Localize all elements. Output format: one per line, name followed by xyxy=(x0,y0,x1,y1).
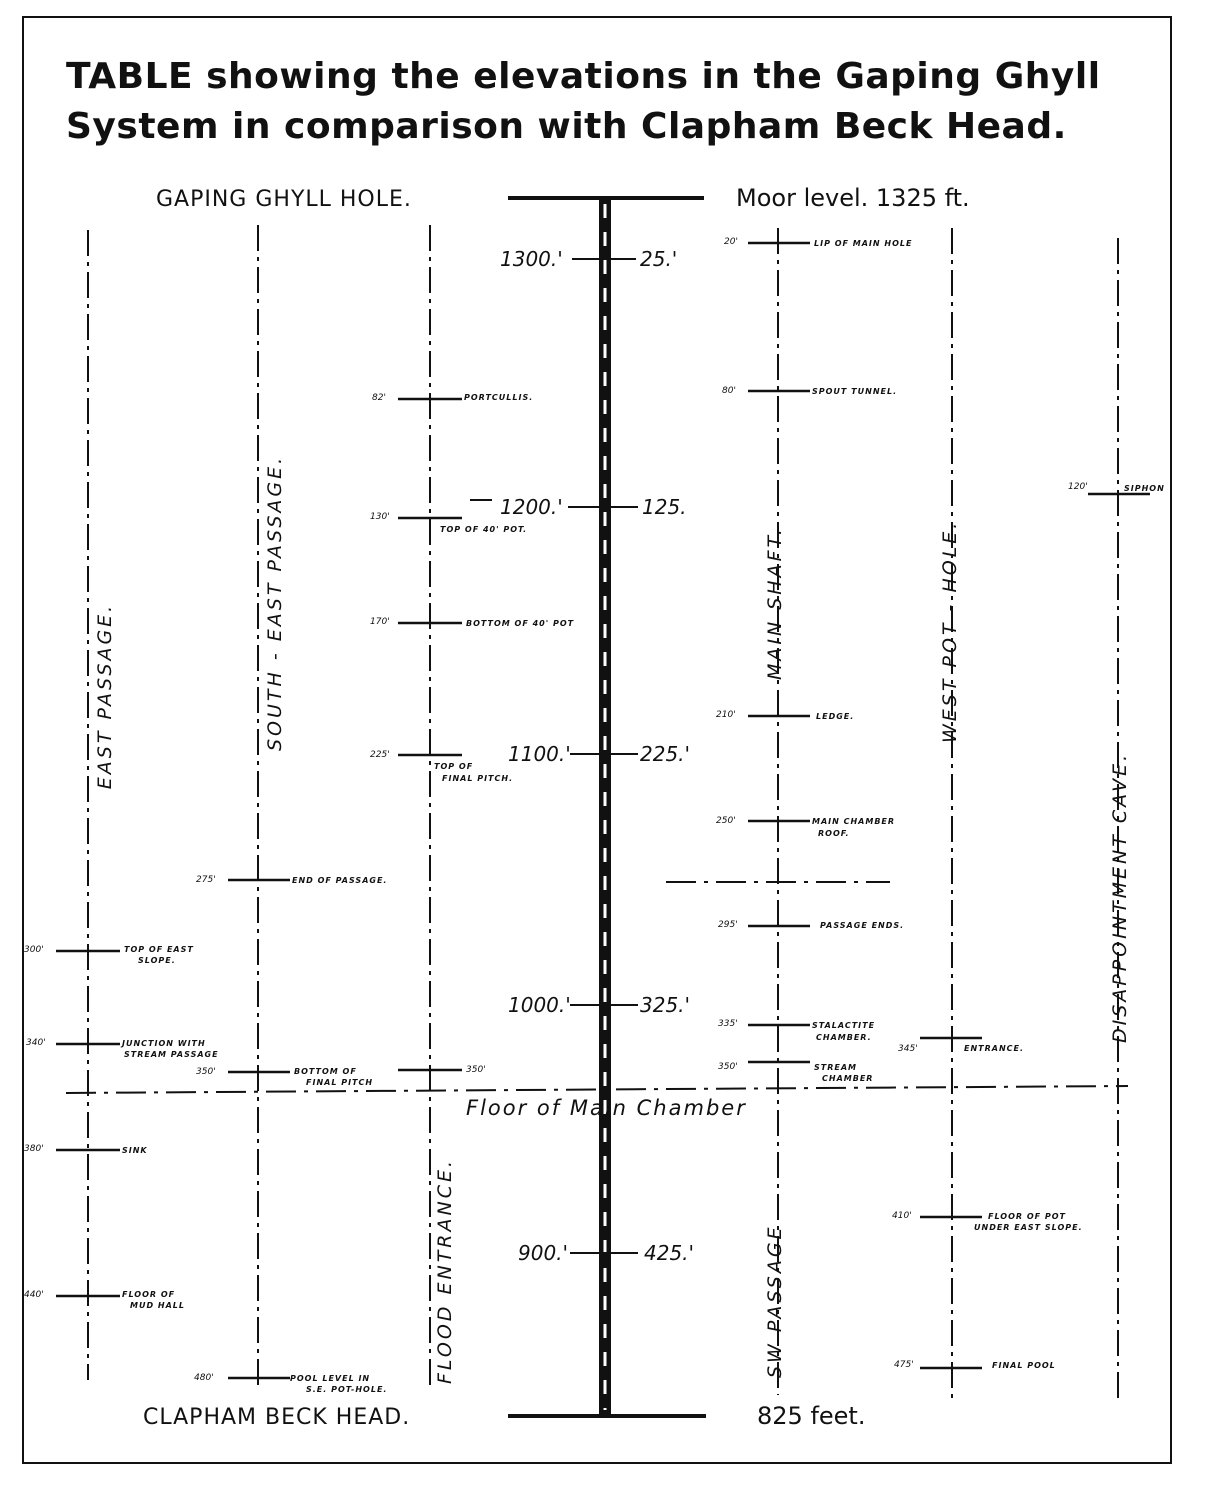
title-line-1: TABLE showing the elevations in the Gaping Ghyll xyxy=(66,56,1101,97)
east-text-300-b: SLOPE. xyxy=(138,956,176,965)
east-depth-440: 440' xyxy=(24,1290,44,1300)
moor-level-value: Moor level. 1325 ft. xyxy=(736,184,970,212)
west-pot-hole-name: WEST POT - HOLE. xyxy=(939,519,961,743)
se-text-480-a: POOL LEVEL IN xyxy=(290,1374,371,1383)
main-text-295: PASSAGE ENDS. xyxy=(820,921,905,930)
east-depth-300: 300' xyxy=(24,945,44,955)
main-depth-335: 335' xyxy=(718,1019,738,1029)
scale-right-25: 25.' xyxy=(640,247,678,271)
title-line-2: System in comparison with Clapham Beck Head. xyxy=(66,106,1067,147)
east-text-440-b: MUD HALL xyxy=(130,1301,185,1310)
east-text-380: SINK xyxy=(122,1146,148,1155)
west-text-345: ENTRANCE. xyxy=(964,1044,1025,1053)
main-depth-295: 295' xyxy=(718,920,738,930)
main-text-250-a: MAIN CHAMBER xyxy=(812,817,896,826)
scale-right-125: 125. xyxy=(642,495,687,519)
east-text-340-b: STREAM PASSAGE xyxy=(124,1050,219,1059)
flood-text-225-a: TOP OF xyxy=(434,762,474,771)
main-text-335-b: CHAMBER. xyxy=(816,1033,872,1042)
se-depth-275: 275' xyxy=(196,875,216,885)
se-text-480-b: S.E. POT-HOLE. xyxy=(306,1385,388,1394)
east-depth-340: 340' xyxy=(26,1038,46,1048)
disappointment-depth-120: 120' xyxy=(1068,482,1088,492)
flood-text-170: BOTTOM OF 40' POT xyxy=(466,619,575,628)
scale-left-1100: 1100.' xyxy=(508,742,571,766)
east-text-300-a: TOP OF EAST xyxy=(124,945,194,954)
flood-text-130: TOP OF 40' POT. xyxy=(440,525,528,534)
se-text-275: END OF PASSAGE. xyxy=(292,876,388,885)
scale-right-225: 225.' xyxy=(640,742,691,766)
main-text-210: LEDGE. xyxy=(816,712,855,721)
flood-text-225-b: FINAL PITCH. xyxy=(442,774,514,783)
se-depth-350: 350' xyxy=(196,1067,216,1077)
east-depth-380: 380' xyxy=(24,1144,44,1154)
flood-depth-170: 170' xyxy=(370,617,390,627)
floor-of-main-chamber-label: Floor of Main Chamber xyxy=(466,1096,747,1120)
main-text-20: LIP OF MAIN HOLE xyxy=(814,239,913,248)
se-depth-480: 480' xyxy=(194,1373,214,1383)
se-text-350-a: BOTTOM OF xyxy=(294,1067,357,1076)
main-depth-350: 350' xyxy=(718,1062,738,1072)
flood-depth-350: 350' xyxy=(466,1065,486,1075)
disappointment-cave-name: DISAPPOINTMENT CAVE. xyxy=(1109,751,1131,1043)
main-shaft-name: MAIN SHAFT. xyxy=(764,526,786,680)
flood-depth-130: 130' xyxy=(370,512,390,522)
west-depth-475: 475' xyxy=(894,1360,914,1370)
flood-depth-82: 82' xyxy=(372,393,386,403)
scale-left-900: 900.' xyxy=(518,1241,569,1265)
main-depth-20: 20' xyxy=(724,237,738,247)
main-depth-80: 80' xyxy=(722,386,736,396)
scale-left-1300: 1300.' xyxy=(500,247,563,271)
main-text-350-a: STREAM xyxy=(814,1063,857,1072)
east-text-440-a: FLOOR OF xyxy=(122,1290,176,1299)
east-text-340-a: JUNCTION WITH xyxy=(122,1039,206,1048)
beck-head-value: 825 feet. xyxy=(757,1402,866,1430)
sw-passage-name: SW PASSAGE xyxy=(764,1224,786,1378)
scale-right-425: 425.' xyxy=(644,1241,695,1265)
main-text-80: SPOUT TUNNEL. xyxy=(812,387,898,396)
scale-left-1200: 1200.' xyxy=(500,495,563,519)
flood-entrance-name: FLOOD ENTRANCE. xyxy=(434,1157,456,1385)
se-text-350-b: FINAL PITCH xyxy=(306,1078,374,1087)
scale-left-1000: 1000.' xyxy=(508,993,571,1017)
main-text-350-b: CHAMBER xyxy=(822,1074,874,1083)
main-depth-250: 250' xyxy=(716,816,736,826)
flood-depth-225: 225' xyxy=(370,750,390,760)
west-depth-345: 345' xyxy=(898,1044,918,1054)
main-depth-210: 210' xyxy=(716,710,736,720)
west-depth-410: 410' xyxy=(892,1211,912,1221)
west-text-410-b: UNDER EAST SLOPE. xyxy=(974,1223,1083,1232)
west-text-410-a: FLOOR OF POT xyxy=(988,1212,1066,1221)
west-text-475: FINAL POOL xyxy=(992,1361,1056,1370)
flood-text-82: PORTCULLIS. xyxy=(464,393,534,402)
gaping-ghyll-hole-label: GAPING GHYLL HOLE. xyxy=(156,187,412,212)
main-text-250-b: ROOF. xyxy=(818,829,850,838)
east-passage-name: EAST PASSAGE. xyxy=(94,602,116,790)
disappointment-text-120: SIPHON xyxy=(1124,484,1165,493)
floor-of-main-chamber-line xyxy=(66,1086,1128,1093)
south-east-passage-name: SOUTH - EAST PASSAGE. xyxy=(264,454,286,751)
scale-right-325: 325.' xyxy=(640,993,691,1017)
main-text-335-a: STALACTITE xyxy=(812,1021,876,1030)
clapham-beck-head-label: CLAPHAM BECK HEAD. xyxy=(143,1405,411,1430)
